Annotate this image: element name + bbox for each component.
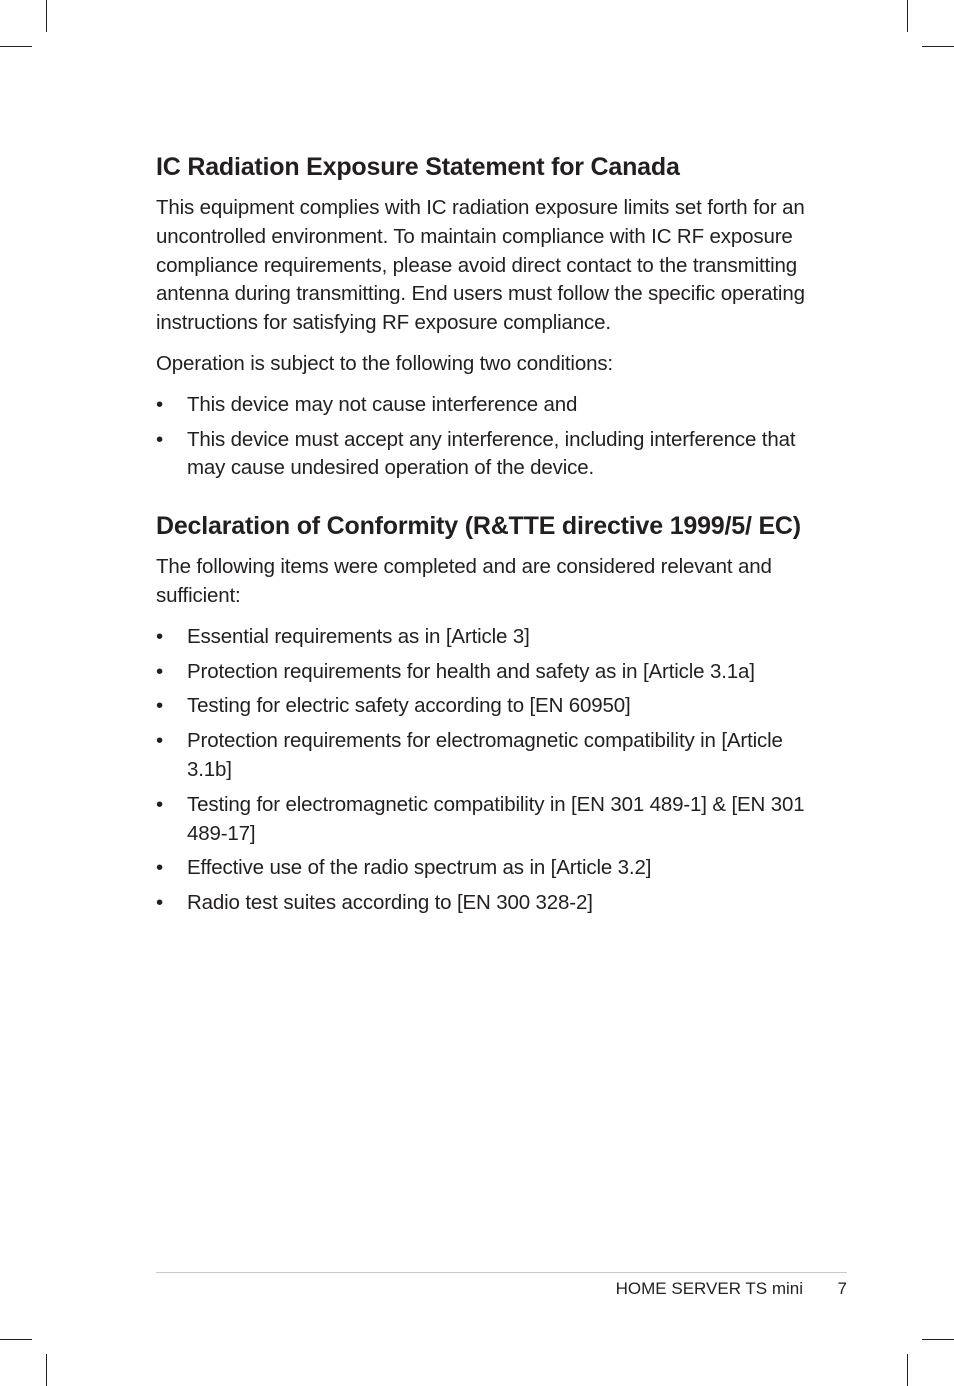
list-item — [156, 854, 806, 883]
list-item-text: Effective use of the radio spectrum as in [Article 3.2] — [187, 856, 652, 880]
list-item-text: Testing for electric safety according to [EN 60950] — [187, 694, 631, 718]
footer-product-name: HOME SERVER TS mini — [615, 1279, 803, 1298]
declaration-heading: Declaration of Conformity (R&TTE directive 1999/5/ EC) — [156, 512, 801, 541]
list-item-text: This device may not cause interference and — [187, 392, 578, 416]
bullet-icon: • — [156, 659, 164, 683]
declaration-list — [156, 623, 806, 918]
crop-mark-bottom-left-v — [46, 1354, 47, 1386]
list-item-text: Essential requirements as in [Article 3] — [187, 624, 530, 648]
list-item — [156, 727, 806, 785]
bullet-icon: • — [156, 392, 164, 416]
footer-divider — [156, 1272, 847, 1273]
list-item-text: Radio test suites according to [EN 300 328-2] — [187, 891, 593, 915]
ic-radiation-paragraph: This equipment complies with IC radiation exposure limits set forth for an uncontrolled environment. To maintain compliance with IC RF exposure compliance requirements, please avoid direct contact to the transmitting antenna during transmitting. End users must follow the specific operating instructions for satisfying RF exposure compliance. — [156, 196, 805, 335]
conditions-intro: Operation is subject to the following two conditions: — [156, 351, 613, 375]
list-item — [156, 889, 806, 918]
bullet-icon: • — [156, 427, 164, 451]
list-item-text: Testing for electromagnetic compatibility in [EN 301 489-1] & [EN 301 489-17] — [187, 792, 805, 845]
crop-mark-bottom-right-h — [922, 1339, 954, 1340]
declaration-intro: The following items were completed and are considered relevant and sufficient: — [156, 555, 772, 607]
list-item — [156, 692, 806, 721]
crop-mark-top-right-h — [922, 46, 954, 47]
crop-mark-top-left-h — [0, 46, 32, 47]
bullet-icon: • — [156, 624, 164, 648]
list-item — [156, 623, 806, 652]
crop-mark-top-left-v — [46, 0, 47, 32]
list-item-text: Protection requirements for electromagnetic compatibility in [Article 3.1b] — [187, 729, 783, 781]
page-number: 7 — [837, 1279, 847, 1298]
crop-mark-bottom-left-h — [0, 1339, 32, 1340]
crop-mark-bottom-right-v — [907, 1354, 908, 1386]
bullet-icon: • — [156, 694, 164, 718]
list-item — [156, 391, 806, 420]
list-item — [156, 658, 806, 687]
bullet-icon: • — [156, 729, 164, 753]
list-item — [156, 426, 806, 484]
list-item-text: Protection requirements for health and safety as in [Article 3.1a] — [187, 659, 755, 683]
list-item — [156, 791, 806, 849]
list-item-text: This device must accept any interference, including interference that may cause undesired operation of the device. — [187, 427, 796, 480]
page-content — [156, 150, 806, 930]
bullet-icon: • — [156, 792, 164, 816]
conditions-list — [156, 391, 806, 483]
bullet-icon: • — [156, 856, 164, 880]
crop-mark-top-right-v — [907, 0, 908, 32]
bullet-icon: • — [156, 891, 164, 915]
ic-radiation-heading: IC Radiation Exposure Statement for Canada — [156, 153, 680, 181]
